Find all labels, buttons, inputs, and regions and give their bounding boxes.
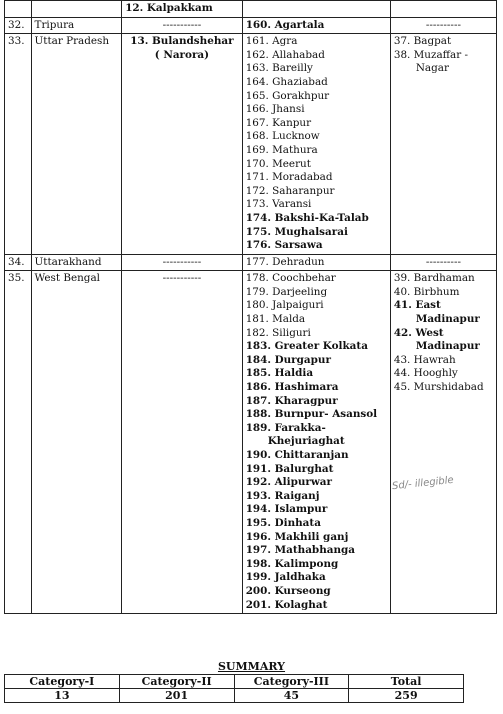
category-2-item: 183. Greater Kolkata: [245, 340, 368, 353]
category-2-item: 172. Saharanpur: [245, 184, 335, 197]
category-2-item: 194. Islampur: [245, 503, 328, 516]
summary-header-cat2: Category-II: [119, 675, 234, 689]
summary-table: [4, 674, 464, 703]
category-3-cell: [390, 34, 496, 255]
category-2-item: 195. Dinhata: [245, 516, 321, 529]
category-2-item: 179. Darjeeling: [245, 285, 328, 298]
serial-number-cell: 33.: [5, 34, 32, 255]
category-1-cell: [122, 34, 243, 255]
state-cell: Uttarakhand: [31, 254, 122, 271]
category-2-item: 192. Alipurwar: [245, 476, 333, 489]
category-3-item: 38. Muzaffar -: [393, 48, 469, 61]
category-2-item: 188. Burnpur- Asansol: [245, 408, 378, 421]
category-3-item: 42. West: [393, 326, 444, 339]
category-3-item: 39. Bardhaman: [393, 272, 475, 285]
category-2-item: 173. Varansi: [245, 198, 312, 211]
category-2-item: 191. Balurghat: [245, 462, 334, 475]
table-row: [5, 254, 497, 271]
category-3-cell: ----------: [390, 254, 496, 271]
category-2-item: 189. Farakka-: [245, 421, 326, 434]
category-3-cell: [390, 271, 496, 614]
summary-header-cat3: Category-III: [234, 675, 349, 689]
table-row: [5, 271, 497, 614]
summary-value-cat2: 201: [119, 689, 234, 703]
category-2-item: 201. Kolaghat: [245, 598, 328, 611]
summary-value-cat3: 45: [234, 689, 349, 703]
category-3-item: 43. Hawrah: [393, 353, 456, 366]
category-3-item: Madinapur: [415, 340, 480, 353]
category-2-item: Khejuriaghat: [267, 435, 345, 448]
state-cell: Tripura: [31, 17, 122, 34]
category-2-cell: [242, 271, 390, 614]
category-3-cell: [390, 1, 496, 18]
category-1-cell: -----------: [122, 254, 243, 271]
category-2-item: 164. Ghaziabad: [245, 75, 328, 88]
summary-value-total: 259: [349, 689, 464, 703]
category-3-item: Madinapur: [415, 313, 480, 326]
category-2-item: 161. Agra: [245, 35, 298, 48]
category-2-item: 169. Mathura: [245, 143, 318, 156]
category-2-item: 199. Jaldhaka: [245, 571, 326, 584]
serial-number-cell: 34.: [5, 254, 32, 271]
category-2-item: 168. Lucknow: [245, 130, 320, 143]
category-2-item: 184. Durgapur: [245, 353, 331, 366]
category-2-item: 186. Hashimara: [245, 381, 339, 394]
category-2-cell: [242, 17, 390, 34]
category-2-item: 187. Kharagpur: [245, 394, 338, 407]
category-2-item: 178. Coochbehar: [245, 272, 336, 285]
state-cell: [31, 1, 122, 18]
category-2-item: 198. Kalimpong: [245, 557, 339, 570]
category-2-item: 176. Sarsawa: [245, 239, 323, 252]
category-2-item: 182. Siliguri: [245, 326, 311, 339]
category-2-item: 177. Dehradun: [245, 255, 325, 268]
category-3-item: 45. Murshidabad: [393, 381, 484, 394]
serial-number-cell: [5, 1, 32, 18]
table-row: [5, 34, 497, 255]
summary-header-cat1: Category-I: [5, 675, 120, 689]
category-1-item: 13. Bulandshehar: [130, 35, 234, 48]
serial-number-cell: 35.: [5, 271, 32, 614]
serial-number-cell: 32.: [5, 17, 32, 34]
category-2-item: 200. Kurseong: [245, 584, 331, 597]
category-2-item: 180. Jalpaiguri: [245, 299, 324, 312]
category-2-item: 175. Mughalsarai: [245, 225, 348, 238]
category-1-item: 12. Kalpakkam: [125, 2, 213, 14]
table-row: [5, 17, 497, 34]
category-3-item: 41. East: [393, 299, 441, 312]
category-2-cell: [242, 1, 390, 18]
category-2-item: 174. Bakshi-Ka-Talab: [245, 211, 369, 224]
summary-value-cat1: 13: [5, 689, 120, 703]
category-1-item: ( Narora): [154, 48, 210, 61]
category-2-item: 165. Gorakhpur: [245, 89, 330, 102]
stations-table-body: [5, 1, 497, 614]
category-2-item: 181. Malda: [245, 313, 306, 326]
category-3-item: 40. Birbhum: [393, 285, 460, 298]
category-1-cell: -----------: [122, 17, 243, 34]
summary-value-row: [5, 689, 464, 703]
category-2-item: 167. Kanpur: [245, 116, 312, 129]
category-2-item: 162. Allahabad: [245, 48, 325, 61]
category-3-item: 37. Bagpat: [393, 35, 452, 48]
category-1-cell: -----------: [122, 271, 243, 614]
category-2-item: 163. Bareilly: [245, 62, 313, 75]
category-3-item: Nagar: [415, 62, 449, 75]
category-2-cell: [242, 254, 390, 271]
stations-table: [4, 0, 497, 614]
category-2-cell: [242, 34, 390, 255]
category-2-item: 160. Agartala: [245, 18, 325, 31]
category-2-item: 193. Raiganj: [245, 489, 320, 502]
category-2-item: 185. Haldia: [245, 367, 314, 380]
category-3-cell: ----------: [390, 17, 496, 34]
category-2-item: 196. Makhili ganj: [245, 530, 349, 543]
category-2-item: 171. Moradabad: [245, 171, 333, 184]
handwritten-annotation: Sd/- illegible: [391, 474, 455, 493]
category-3-item: 44. Hooghly: [393, 367, 458, 380]
summary-header-total: Total: [349, 675, 464, 689]
category-2-item: 190. Chittaranjan: [245, 449, 349, 461]
category-2-item: 170. Meerut: [245, 157, 311, 170]
state-cell: Uttar Pradesh: [31, 34, 122, 255]
category-1-cell: [122, 1, 243, 18]
category-2-item: 197. Mathabhanga: [245, 544, 356, 557]
state-cell: West Bengal: [31, 271, 122, 614]
summary-header-row: [5, 675, 464, 689]
summary-title: SUMMARY: [217, 660, 286, 673]
table-row: [5, 1, 497, 18]
category-2-item: 166. Jhansi: [245, 103, 305, 116]
